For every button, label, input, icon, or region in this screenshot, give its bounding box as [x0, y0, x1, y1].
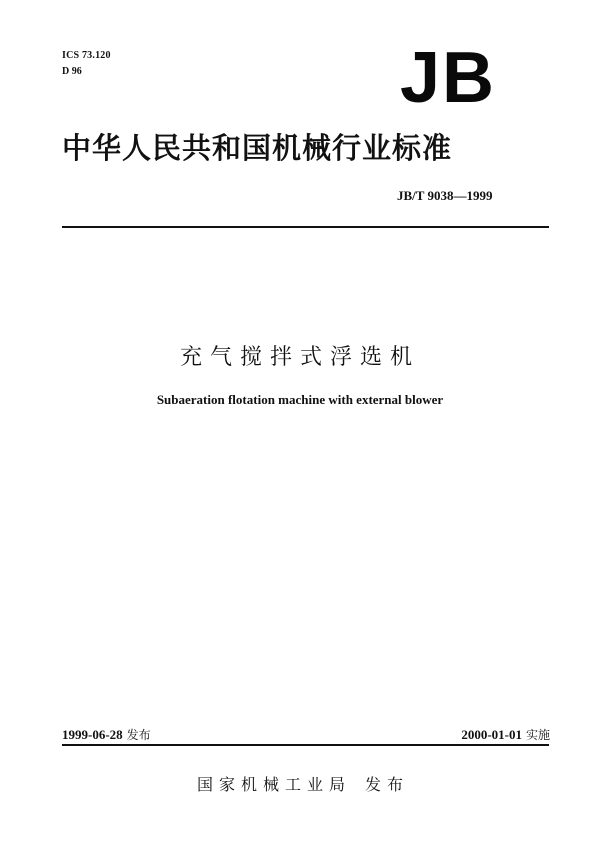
jb-logo: JB	[400, 38, 497, 118]
implementation-label: 实施	[525, 728, 550, 742]
standard-category-title: 中华人民共和国机械行业标准	[62, 131, 453, 165]
implementation-date: 2000-01-01	[461, 727, 522, 742]
issue-label: 发布	[126, 728, 151, 742]
ics-code: ICS 73.120	[62, 50, 111, 61]
top-divider	[62, 226, 549, 228]
ccs-code: D 96	[62, 66, 82, 77]
bottom-divider	[62, 744, 549, 746]
standard-number: JB/T 9038—1999	[397, 188, 493, 203]
document-title-english: Subaeration flotation machine with external blower	[156, 392, 444, 407]
implementation-info	[461, 726, 550, 743]
publisher-line	[197, 772, 409, 795]
issue-date: 1999-06-28	[62, 727, 123, 742]
issue-info	[62, 726, 151, 743]
issuer-name: 国家机械工业局	[197, 775, 352, 794]
document-title-chinese: 充气搅拌式浮选机	[179, 345, 420, 370]
issuer-action: 发布	[365, 775, 410, 794]
